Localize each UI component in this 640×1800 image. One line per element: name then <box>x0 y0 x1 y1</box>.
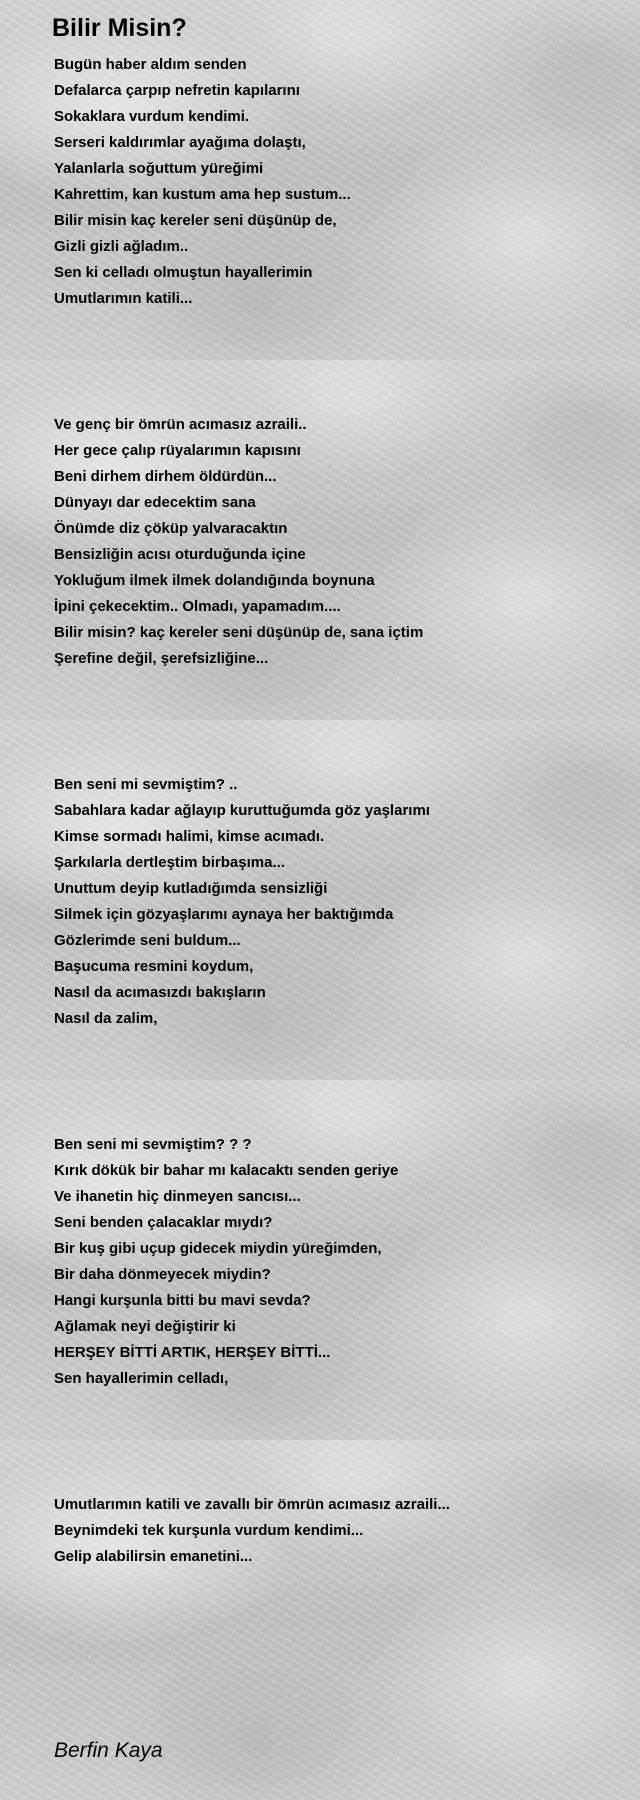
poem-line: Unuttum deyip kutladığımda sensizliği <box>54 880 328 897</box>
stanza-5 <box>54 1492 614 1570</box>
poem-line: Gelip alabilirsin emanetini... <box>54 1548 253 1565</box>
poem-line: Kırık dökük bir bahar mı kalacaktı senden geriye <box>54 1162 399 1179</box>
poem-line: Şerefine değil, şerefsizliğine... <box>54 650 269 667</box>
poem-line: HERŞEY BİTTİ ARTIK, HERŞEY BİTTİ... <box>54 1344 331 1361</box>
poem-line: Defalarca çarpıp nefretin kapılarını <box>54 82 300 99</box>
poem-line: Sokaklara vurdum kendimi. <box>54 108 250 125</box>
poem-line: Yokluğum ilmek ilmek dolandığında boynuna <box>54 572 375 589</box>
poem-line: Bilir misin? kaç kereler seni düşünüp de, sana içtim <box>54 624 424 641</box>
poem-line: Sen ki celladı olmuştun hayallerimin <box>54 264 313 281</box>
poem-line: Hangi kurşunla bitti bu mavi sevda? <box>54 1292 311 1309</box>
poem-line: Sabahlara kadar ağlayıp kuruttuğumda göz yaşlarımı <box>54 802 430 819</box>
poem-line: Beynimdeki tek kurşunla vurdum kendimi... <box>54 1522 364 1539</box>
poem-line: Kimse sormadı halimi, kimse acımadı. <box>54 828 325 845</box>
poem-line: Şarkılarla dertleştim birbaşıma... <box>54 854 285 871</box>
poem-line: Her gece çalıp rüyalarımın kapısını <box>54 442 301 459</box>
poem-line: Ve ihanetin hiç dinmeyen sancısı... <box>54 1188 301 1205</box>
poem-line: Nasıl da zalim, <box>54 1010 158 1027</box>
poem-line: Ben seni mi sevmiştim? .. <box>54 776 238 793</box>
poem-line: Dünyayı dar edecektim sana <box>54 494 256 511</box>
poem-line: Sen hayallerimin celladı, <box>54 1370 229 1387</box>
poem-line: Serseri kaldırımlar ayağıma dolaştı, <box>54 134 306 151</box>
poem-line: Gözlerimde seni buldum... <box>54 932 241 949</box>
stanza-4 <box>54 1132 614 1392</box>
poem-line: Umutlarımın katili... <box>54 290 193 307</box>
poem-line: Nasıl da acımasızdı bakışların <box>54 984 266 1001</box>
poem-line: Ağlamak neyi değiştirir ki <box>54 1318 236 1335</box>
poem-line: Bilir misin kaç kereler seni düşünüp de, <box>54 212 337 229</box>
poem-line: Kahrettim, kan kustum ama hep sustum... <box>54 186 351 203</box>
poem-line: Ve genç bir ömrün acımasız azraili.. <box>54 416 307 433</box>
poem-line: Gizli gizli ağladım.. <box>54 238 189 255</box>
poem-line: Silmek için gözyaşlarımı aynaya her baktığımda <box>54 906 394 923</box>
poem-line: Ben seni mi sevmiştim? ? ? <box>54 1136 252 1153</box>
poem-line: Bensizliğin acısı oturduğunda içine <box>54 546 306 563</box>
poem-line: Seni benden çalacaklar mıydı? <box>54 1214 273 1231</box>
poem-line: Bir daha dönmeyecek miydin? <box>54 1266 271 1283</box>
stanza-3 <box>54 772 614 1032</box>
stanza-1 <box>54 52 614 312</box>
poem-line: İpini çekecektim.. Olmadı, yapamadım.... <box>54 598 341 615</box>
poem-line: Başucuma resmini koydum, <box>54 958 254 975</box>
poem-line: Bir kuş gibi uçup gidecek miydin yüreğimden, <box>54 1240 382 1257</box>
stanza-2 <box>54 412 614 672</box>
poem-line: Umutlarımın katili ve zavallı bir ömrün acımasız azraili... <box>54 1496 450 1513</box>
poem-author: Berfin Kaya <box>54 1739 163 1762</box>
poem-line: Beni dirhem dirhem öldürdün... <box>54 468 277 485</box>
poem-line: Yalanlarla soğuttum yüreğimi <box>54 160 264 177</box>
poem-line: Önümde diz çöküp yalvaracaktın <box>54 520 288 537</box>
poem-line: Bugün haber aldım senden <box>54 56 247 73</box>
poem-title: Bilir Misin? <box>52 14 187 42</box>
